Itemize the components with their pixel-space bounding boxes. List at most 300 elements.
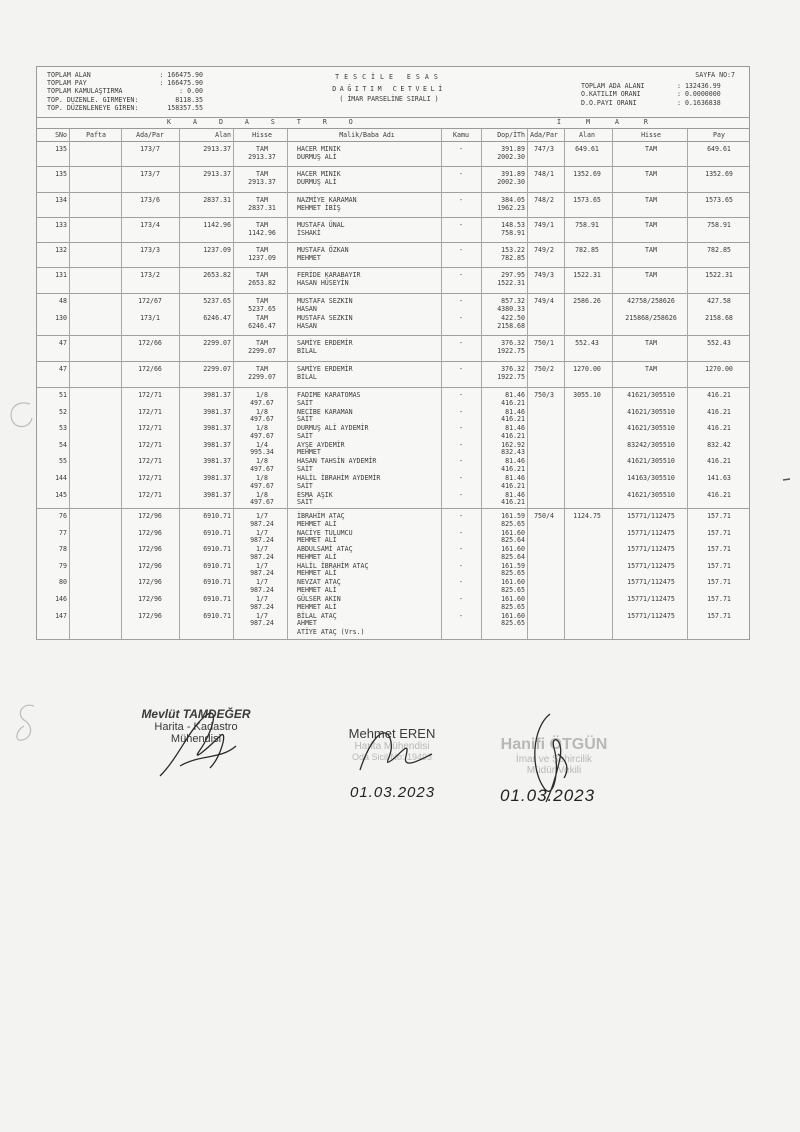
cell-hisse: TAM — [256, 170, 268, 178]
cell-imar-ada-par: 749/3 — [534, 271, 554, 279]
cell-baba: BİLAL — [297, 346, 317, 355]
page-number: SAYFA NO:7 — [695, 71, 735, 79]
cell-ith: 825.65 — [501, 519, 525, 528]
cell-kamu: - — [459, 339, 463, 347]
total-row — [47, 96, 203, 104]
cell-hisse: TAM — [256, 365, 268, 373]
row-group — [37, 508, 749, 640]
cell-hisse: 1/7 — [256, 578, 268, 587]
cell-ith: 416.21 — [501, 464, 525, 473]
doc-note: ( İMAR PARSELİNE SIRALI ) — [339, 95, 439, 104]
cell-ith: 825.64 — [501, 552, 525, 561]
table-header — [37, 67, 749, 118]
cell-hisse-area: 987.24 — [250, 536, 274, 545]
row-group — [37, 141, 749, 167]
cell-pay: 416.21 — [707, 391, 731, 399]
cell-imar-hisse: 15771/112475 — [627, 512, 675, 520]
cell-alan: 3981.37 — [203, 457, 231, 466]
cell-ada-par: 173/7 — [140, 170, 160, 178]
cell-dop: 297.95 — [501, 271, 525, 279]
cell-ada-par: 172/71 — [138, 474, 162, 482]
cell-baba: AHMET — [297, 619, 317, 628]
cell-hisse-area: 497.67 — [250, 415, 274, 424]
column-header: Pay — [713, 131, 725, 139]
row-group — [37, 242, 749, 268]
cell-kamu: - — [459, 512, 463, 520]
cell-hisse-area: 497.67 — [250, 398, 274, 407]
cell-hisse: 1/8 — [256, 490, 268, 499]
cell-imar-hisse: 41621/305510 — [627, 490, 675, 499]
cell-sno: 132 — [55, 246, 67, 254]
cell-dop: 161.60 — [501, 595, 525, 603]
row-group — [37, 387, 749, 509]
total-row — [47, 87, 203, 95]
cell-malik: MUSTAFA SEZKIN — [297, 297, 353, 305]
signature-scribble-2 — [340, 720, 440, 780]
cell-hisse: 1/7 — [256, 512, 268, 520]
cell-baba: MEHMET ALİ — [297, 552, 337, 561]
total-value: 158357.55 — [167, 103, 203, 112]
cell-sno: 76 — [59, 512, 67, 520]
cell-alan: 2837.31 — [203, 196, 231, 204]
column-header: Malik/Baba Adı — [339, 131, 395, 139]
row-group — [37, 217, 749, 243]
cell-baba: MEHMET ALİ — [297, 569, 337, 578]
cell-malik: ABDULSAMİ ATAÇ — [297, 545, 353, 554]
cell-imar-hisse: 41621/305510 — [627, 391, 675, 399]
cell-ith: 1922.75 — [497, 372, 525, 381]
cell-imar-hisse: TAM — [645, 221, 657, 229]
total-value: 8118.35 — [175, 95, 203, 104]
binder-hole-mark — [10, 700, 44, 750]
cell-hisse: 1/7 — [256, 561, 268, 570]
cell-ada-par: 173/4 — [140, 221, 160, 229]
cell-hisse-area: 2299.07 — [248, 372, 276, 381]
cell-alan: 2653.82 — [203, 271, 231, 279]
cell-pay: 416.21 — [707, 490, 731, 499]
cell-imar-hisse: 15771/112475 — [627, 611, 675, 620]
cell-imar-hisse: TAM — [645, 196, 657, 204]
cell-imar-hisse: TAM — [645, 170, 657, 178]
cell-pay: 1573.65 — [705, 196, 733, 204]
cell-baba: MEHMET — [297, 448, 321, 457]
cell-imar-alan: 758.91 — [575, 221, 599, 229]
cell-pay: 782.85 — [707, 246, 731, 254]
ratio-value: : 0.0000000 — [677, 90, 721, 99]
cell-sno: 47 — [59, 365, 67, 373]
column-header: Hisse — [641, 131, 661, 139]
cell-ith: 825.65 — [501, 585, 525, 594]
cell-hisse: TAM — [256, 246, 268, 254]
cell-hisse-area: 497.67 — [250, 481, 274, 490]
cell-kamu: - — [459, 170, 463, 178]
cell-pay: 157.71 — [707, 561, 731, 570]
signer-1-title: Harita - Kadastro — [154, 721, 238, 733]
cell-pay: 552.43 — [707, 339, 731, 347]
cell-alan: 2299.07 — [203, 365, 231, 373]
total-value: : 0.00 — [179, 87, 203, 96]
cell-kamu: - — [459, 221, 463, 229]
cell-ada-par: 172/67 — [138, 297, 162, 305]
cell-malik: NACİYE TULUMCU — [297, 528, 353, 537]
cell-hisse-area: 497.67 — [250, 431, 274, 440]
total-row — [47, 79, 203, 87]
cell-malik: AYŞE AYDEMİR — [297, 440, 345, 449]
cell-imar-alan: 1522.31 — [573, 271, 601, 279]
cell-dop: 81.46 — [505, 457, 525, 466]
cell-dop: 81.46 — [505, 424, 525, 433]
cell-hisse: TAM — [256, 221, 268, 229]
cell-alan: 6910.71 — [203, 545, 231, 554]
cell-kamu: - — [459, 440, 463, 449]
cell-imar-hisse: 41621/305510 — [627, 424, 675, 433]
column-header: SNo — [55, 131, 67, 139]
cell-baba: DURMUŞ ALİ — [297, 152, 337, 161]
cell-ith: 2002.30 — [497, 177, 525, 186]
cell-malik: DURMUŞ ALİ AYDEMİR — [297, 424, 369, 433]
cell-dop: 161.59 — [501, 512, 525, 520]
cell-baba: HASAN — [297, 321, 317, 330]
cell-hisse-area: 2913.37 — [248, 177, 276, 186]
column-header: Pafta — [86, 131, 106, 139]
cell-dop: 161.60 — [501, 528, 525, 537]
cell-hisse: 1/7 — [256, 611, 268, 620]
cell-baba: MEHMET ALİ — [297, 536, 337, 545]
cell-ada-par: 173/3 — [140, 246, 160, 254]
ratio-block — [581, 71, 743, 107]
cell-hisse-area: 987.24 — [250, 569, 274, 578]
cell-alan: 2913.37 — [203, 145, 231, 153]
cell-imar-hisse: 215868/258626 — [625, 314, 677, 322]
cell-imar-ada-par: 749/2 — [534, 246, 554, 254]
cell-hisse: TAM — [256, 297, 268, 305]
cell-sno: 133 — [55, 221, 67, 229]
total-row — [47, 71, 203, 79]
cell-malik: MUSTAFA ÜNAL — [297, 221, 345, 229]
totals-block — [47, 71, 203, 112]
cell-ada-par: 173/2 — [140, 271, 160, 279]
column-header: Hisse — [252, 131, 272, 139]
ratio-label: TOPLAM ADA ALANI — [581, 82, 645, 91]
column-divider — [441, 129, 442, 639]
cell-imar-hisse: 41621/305510 — [627, 457, 675, 466]
column-divider — [233, 129, 234, 639]
stray-mark — [782, 476, 792, 484]
cell-ith: 758.91 — [501, 228, 525, 237]
cell-sno: 79 — [59, 561, 67, 570]
cell-imar-hisse: 15771/112475 — [627, 561, 675, 570]
cell-pay: 1352.69 — [705, 170, 733, 178]
cell-imar-ada-par: 749/4 — [534, 297, 554, 305]
cell-baba: SAİT — [297, 398, 313, 407]
doc-title: TESCİLE ESAS — [335, 73, 443, 81]
cell-sno: 51 — [59, 391, 67, 399]
cell-hisse-area: 2837.31 — [248, 203, 276, 212]
cell-pay: 157.71 — [707, 595, 731, 603]
column-divider — [481, 129, 482, 639]
cell-imar-hisse: TAM — [645, 271, 657, 279]
cell-malik: NAZMİYE KARAMAN — [297, 196, 357, 204]
cell-malik: NECİBE KARAMAN — [297, 407, 353, 416]
cell-ada-par: 172/71 — [138, 391, 162, 399]
cell-pay: 832.42 — [707, 440, 731, 449]
cell-dop: 162.92 — [501, 440, 525, 449]
cell-sno: 48 — [59, 297, 67, 305]
cell-alan: 1237.09 — [203, 246, 231, 254]
ratio-row — [581, 90, 743, 98]
cell-sno: 146 — [55, 595, 67, 603]
column-header: Alan — [215, 131, 231, 139]
cell-kamu: - — [459, 145, 463, 153]
cell-malik: FERİDE KARABAYIR — [297, 271, 361, 279]
cell-imar-hisse: 15771/112475 — [627, 545, 675, 554]
cell-hisse-area: 497.67 — [250, 464, 274, 473]
cell-dop: 384.05 — [501, 196, 525, 204]
cell-baba: MEHMET — [297, 253, 321, 262]
cell-imar-alan: 649.61 — [575, 145, 599, 153]
cell-alan: 6910.71 — [203, 611, 231, 620]
cell-ada-par: 172/71 — [138, 407, 162, 416]
cell-kamu: - — [459, 611, 463, 620]
cell-malik: HASAN TAHSİN AYDEMİR — [297, 457, 377, 466]
cell-hisse-area: 987.24 — [250, 552, 274, 561]
cell-kamu: - — [459, 474, 463, 482]
cell-imar-ada-par: 750/1 — [534, 339, 554, 347]
cell-imar-alan: 552.43 — [575, 339, 599, 347]
total-label: TOP. DUZENLE. GIRMEYEN: — [47, 95, 139, 104]
cell-imar-hisse: 83242/305510 — [627, 440, 675, 449]
cell-sno: 135 — [55, 145, 67, 153]
cell-imar-alan: 3055.10 — [573, 391, 601, 399]
cell-ith: 1962.23 — [497, 203, 525, 212]
ratio-row — [581, 82, 743, 90]
cell-baba: SAİT — [297, 498, 313, 507]
column-header: Ada/Par — [136, 131, 164, 139]
cell-imar-hisse: 15771/112475 — [627, 595, 675, 603]
cell-imar-alan: 1270.00 — [573, 365, 601, 373]
cell-malik: FADIME KARATOMAS — [297, 391, 361, 399]
cell-sno: 145 — [55, 490, 67, 499]
cell-pay: 427.58 — [707, 297, 731, 305]
cell-ith: 1922.75 — [497, 346, 525, 355]
ratio-row — [581, 99, 743, 107]
cell-dop: 376.32 — [501, 365, 525, 373]
row-group — [37, 361, 749, 388]
cell-sno: 53 — [59, 424, 67, 433]
cell-hisse-area: 987.24 — [250, 585, 274, 594]
cell-malik: HACER MINIK — [297, 145, 341, 153]
cell-dop: 81.46 — [505, 407, 525, 416]
cell-hisse-area: 987.24 — [250, 619, 274, 628]
signature-scribble-1 — [150, 706, 240, 786]
total-value: : 166475.90 — [159, 79, 203, 88]
cell-dop: 376.32 — [501, 339, 525, 347]
cell-malik: NEVZAT ATAÇ — [297, 578, 341, 587]
cell-baba: SAİT — [297, 481, 313, 490]
cell-hisse-area: 987.24 — [250, 519, 274, 528]
cell-dop: 161.60 — [501, 545, 525, 554]
total-row — [47, 104, 203, 112]
cell-kamu: - — [459, 407, 463, 416]
cell-kamu: - — [459, 196, 463, 204]
cell-dop: 857.32 — [501, 297, 525, 305]
cell-hisse-area: 995.34 — [250, 448, 274, 457]
cell-dop: 153.22 — [501, 246, 525, 254]
signer-3-name: Hanifi ÖTGÜN — [500, 736, 608, 753]
cell-kamu: - — [459, 246, 463, 254]
cell-dop: 161.59 — [501, 561, 525, 570]
cell-ith: 416.21 — [501, 431, 525, 440]
cell-baba: HASAN HÜSEYİN — [297, 278, 349, 287]
cell-sno: 130 — [55, 314, 67, 322]
cell-alan: 3981.37 — [203, 474, 231, 482]
cell-sno: 147 — [55, 611, 67, 620]
signer-3-date: 01.03.2023 — [500, 786, 596, 805]
row-group — [37, 293, 749, 336]
cell-ith: 416.21 — [501, 398, 525, 407]
column-divider — [564, 129, 565, 639]
cell-pay: 2158.68 — [705, 314, 733, 322]
cell-alan: 1142.96 — [203, 221, 231, 229]
cell-alan: 3981.37 — [203, 490, 231, 499]
cell-hisse: TAM — [256, 314, 268, 322]
cell-alan: 6910.71 — [203, 595, 231, 603]
cell-hisse-area: 1142.96 — [248, 228, 276, 237]
cell-malik: BİLAL ATAÇ — [297, 611, 337, 620]
cell-pay: 157.71 — [707, 545, 731, 554]
cell-hisse-area: 6246.47 — [248, 321, 276, 330]
signer-2-title: Harita Mühendisi — [354, 741, 430, 752]
cell-dop: 161.60 — [501, 611, 525, 620]
cell-kamu: - — [459, 365, 463, 373]
cell-dop: 391.89 — [501, 145, 525, 153]
column-header: Dop/İTh — [497, 131, 525, 139]
cell-ada-par: 172/96 — [138, 545, 162, 554]
cell-baba: MEHMET İBİŞ — [297, 203, 341, 212]
cell-alan: 3981.37 — [203, 424, 231, 433]
cell-dop: 391.89 — [501, 170, 525, 178]
kadastro-label: KADASTRO — [167, 118, 375, 126]
cell-pay: 1270.00 — [705, 365, 733, 373]
cell-hisse: 1/4 — [256, 440, 268, 449]
cell-hisse: TAM — [256, 196, 268, 204]
cell-malik: SAMİYE ERDEMİR — [297, 365, 353, 373]
cell-ith: 825.64 — [501, 536, 525, 545]
cell-sno: 144 — [55, 474, 67, 482]
cell-baba: DURMUŞ ALİ — [297, 177, 337, 186]
cell-ada-par: 173/7 — [140, 145, 160, 153]
column-divider — [287, 129, 288, 639]
signer-3-title: İmar ve Şehircilik — [515, 754, 593, 765]
cell-ith: 825.65 — [501, 569, 525, 578]
cell-hisse: TAM — [256, 271, 268, 279]
cell-kamu: - — [459, 271, 463, 279]
cell-alan: 3981.37 — [203, 440, 231, 449]
cell-dop: 148.53 — [501, 221, 525, 229]
cell-imar-hisse: TAM — [645, 365, 657, 373]
cell-malik: HALİL İBRAHİM AYDEMİR — [297, 474, 381, 482]
cell-ith: 832.43 — [501, 448, 525, 457]
cell-malik: GÜLSER AKIN — [297, 595, 341, 603]
cell-pay: 157.71 — [707, 528, 731, 537]
cell-hisse: 1/8 — [256, 474, 268, 482]
cell-dop: 81.46 — [505, 391, 525, 399]
cell-imar-ada-par: 750/2 — [534, 365, 554, 373]
cell-ith: 782.85 — [501, 253, 525, 262]
signer-2-name: Mehmet EREN — [348, 726, 436, 741]
cell-imar-ada-par: 748/2 — [534, 196, 554, 204]
cell-baba: MEHMET ALİ — [297, 602, 337, 611]
cell-pay: 157.71 — [707, 611, 731, 620]
cell-ada-par: 172/96 — [138, 528, 162, 537]
cell-imar-alan: 782.85 — [575, 246, 599, 254]
cell-hisse-area: 1237.09 — [248, 253, 276, 262]
cell-imar-ada-par: 750/3 — [534, 391, 554, 399]
column-header: Ada/Par — [530, 131, 558, 139]
cell-baba: HASAN — [297, 304, 317, 313]
binder-hole-mark — [4, 398, 38, 432]
cell-ith: 1522.31 — [497, 278, 525, 287]
cell-ada-par: 172/66 — [138, 365, 162, 373]
cell-baba: İSHAKİ — [297, 228, 321, 237]
cell-imar-ada-par: 749/1 — [534, 221, 554, 229]
cell-ada-par: 172/96 — [138, 578, 162, 587]
row-group — [37, 166, 749, 193]
cell-ith: 825.65 — [501, 602, 525, 611]
cell-ada-par: 172/66 — [138, 339, 162, 347]
cell-pay: 416.21 — [707, 424, 731, 433]
cell-hisse: 1/8 — [256, 391, 268, 399]
cell-pay: 157.71 — [707, 578, 731, 587]
cell-baba: SAİT — [297, 431, 313, 440]
cell-ada-par: 172/96 — [138, 611, 162, 620]
column-divider — [69, 129, 70, 639]
cell-pay: 157.71 — [707, 512, 731, 520]
column-header: Alan — [579, 131, 595, 139]
column-divider — [612, 129, 613, 639]
cell-imar-alan: 1352.69 — [573, 170, 601, 178]
ratio-label: D.O.PAYI ORANI — [581, 98, 637, 107]
cell-alan: 3981.37 — [203, 407, 231, 416]
cell-ada-par: 172/96 — [138, 561, 162, 570]
cell-dop: 81.46 — [505, 474, 525, 482]
cell-kamu: - — [459, 561, 463, 570]
cell-baba: MEHMET ALİ — [297, 519, 337, 528]
cell-ith: 416.21 — [501, 481, 525, 490]
doc-subtitle: DAĞITIM CETVELİ — [332, 84, 446, 93]
cell-imar-ada-par: 748/1 — [534, 170, 554, 178]
cell-sno: 77 — [59, 528, 67, 537]
total-label: TOPLAM ALAN — [47, 71, 91, 79]
cell-alan: 6910.71 — [203, 578, 231, 587]
cell-imar-hisse: 15771/112475 — [627, 578, 675, 587]
cell-imar-hisse: 15771/112475 — [627, 528, 675, 537]
cell-hisse-area: 2913.37 — [248, 152, 276, 161]
cell-pay: 416.21 — [707, 407, 731, 416]
cell-kamu: - — [459, 578, 463, 587]
cell-sno: 135 — [55, 170, 67, 178]
cell-pay: 649.61 — [707, 145, 731, 153]
cell-kamu: - — [459, 391, 463, 399]
cell-sno: 54 — [59, 440, 67, 449]
cell-dop: 422.50 — [501, 314, 525, 322]
ratio-value: : 0.1636838 — [677, 98, 721, 107]
cell-ada-par: 172/96 — [138, 512, 162, 520]
cell-malik: MUSTAFA ÖZKAN — [297, 246, 349, 254]
cell-imar-hisse: 42758/258626 — [627, 297, 675, 305]
cell-imar-ada-par: 747/3 — [534, 145, 554, 153]
cell-ith: 2002.30 — [497, 152, 525, 161]
